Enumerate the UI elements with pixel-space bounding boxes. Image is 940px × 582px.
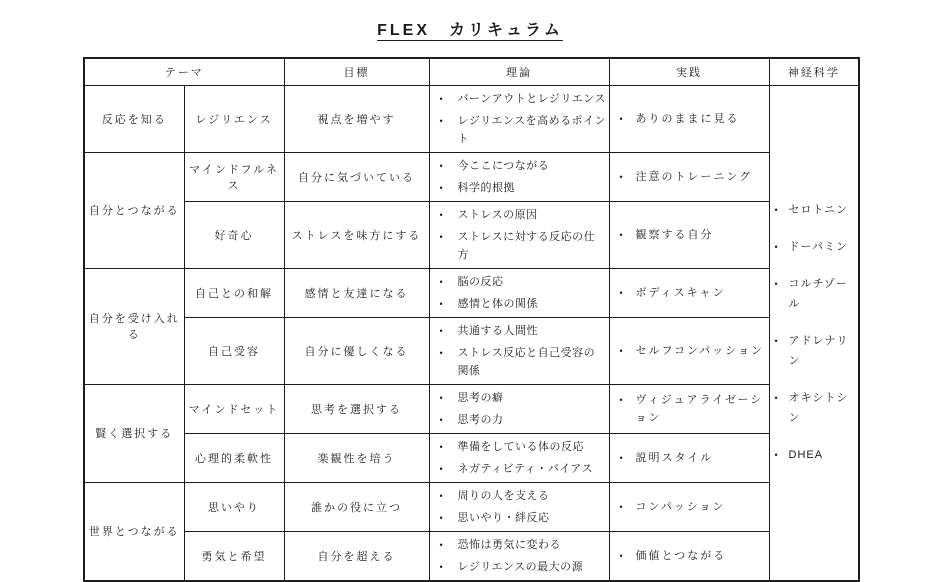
goal-cell: 視点を増やす [284,85,429,152]
bullet-icon: • [439,347,443,358]
theory-item [440,322,607,340]
neuroscience-item [775,237,859,257]
theme-cell: 賢く選択する [84,384,184,482]
neuroscience-item-text: ドーパミン [788,241,848,253]
theory-item [440,228,607,264]
theory-item-text: 準備をしている体の反応 [457,440,584,453]
bullet-icon: • [439,231,443,242]
practice-cell [609,152,769,201]
theory-item-text: レジリエンスの最大の源 [457,560,584,573]
bullet-icon: • [619,452,623,463]
bullet-icon: • [439,160,443,171]
theory-item-text: バーンアウトとレジリエンス [457,92,606,105]
bullet-icon: • [774,336,778,346]
bullet-icon: • [619,550,623,561]
theory-item [440,509,607,527]
topic-cell: 好奇心 [184,201,284,268]
theory-item-text: 脳の反応 [457,275,504,288]
page-title: FLEX カリキュラム [377,22,563,39]
table-row [84,317,859,384]
practice-cell [609,482,769,531]
table-row [84,268,859,317]
theory-cell [429,433,609,482]
bullet-icon: • [439,441,443,452]
neuroscience-cell [769,85,859,581]
bullet-icon: • [774,242,778,252]
theory-cell [429,317,609,384]
practice-cell [609,317,769,384]
theory-cell [429,201,609,268]
theory-cell [429,531,609,581]
practice-cell [609,85,769,152]
bullet-icon: • [774,205,778,215]
bullet-icon: • [619,171,623,182]
practice-item [620,498,769,516]
table-row [84,531,859,581]
practice-cell [609,433,769,482]
theory-cell [429,268,609,317]
bullet-icon: • [619,229,623,240]
topic-cell: 勇気と希望 [184,531,284,581]
practice-item-text: ヴィジュアライゼーション [635,393,764,424]
table-row [84,201,859,268]
table-row [84,384,859,433]
practice-item [620,391,769,427]
theory-item [440,157,607,175]
table-row [84,482,859,531]
header-goal: 目標 [284,58,429,85]
theory-item-text: 思考の力 [457,413,504,426]
bullet-icon: • [774,450,778,460]
bullet-icon: • [439,414,443,425]
theory-item-text: ストレスに対する反応の仕方 [457,230,596,261]
topic-cell: 思いやり [184,482,284,531]
topic-cell: マインドフルネス [184,152,284,201]
header-row [84,58,859,85]
bullet-icon: • [439,93,443,104]
bullet-icon: • [619,345,623,356]
practice-cell [609,268,769,317]
practice-item-text: コンパッション [635,500,726,513]
goal-cell: 感情と友達になる [284,268,429,317]
bullet-icon: • [619,113,623,124]
bullet-icon: • [439,463,443,474]
goal-cell: ストレスを味方にする [284,201,429,268]
topic-cell: 心理的柔軟性 [184,433,284,482]
theme-cell: 世界とつながる [84,482,184,581]
practice-cell [609,384,769,433]
bullet-icon: • [439,182,443,193]
header-practice: 実践 [609,58,769,85]
theory-item [440,411,607,429]
bullet-icon: • [619,287,623,298]
table-row [84,152,859,201]
curriculum-table [83,57,860,582]
bullet-icon: • [439,115,443,126]
theory-cell [429,482,609,531]
theory-item [440,112,607,148]
bullet-icon: • [439,561,443,572]
theory-item [440,389,607,407]
theory-item [440,487,607,505]
theme-cell: 自分を受け入れる [84,268,184,384]
theory-item-text: レジリエンスを高めるポイント [457,114,607,145]
bullet-icon: • [439,392,443,403]
practice-item [620,342,769,360]
goal-cell: 楽観性を培う [284,433,429,482]
goal-cell: 自分に気づいている [284,152,429,201]
theory-item-text: ネガティビティ・バイアス [457,462,593,475]
theory-cell [429,384,609,433]
practice-item-text: ありのままに見る [635,112,740,125]
theory-item-text: 共通する人間性 [457,324,538,337]
header-neuroscience: 神経科学 [769,58,859,85]
theory-item-text: 思いやり・絆反応 [457,511,550,524]
theory-item-text: 周りの人を支える [457,489,550,502]
theory-item [440,273,607,291]
neuroscience-item-text: セロトニン [788,204,849,216]
theory-item-text: ストレスの原因 [457,208,538,221]
practice-item-text: 観察する自分 [635,228,714,241]
theory-cell [429,152,609,201]
practice-item-text: セルフコンパッション [635,344,764,357]
header-theory: 理論 [429,58,609,85]
topic-cell: レジリエンス [184,85,284,152]
goal-cell: 自分に優しくなる [284,317,429,384]
practice-item [620,449,769,467]
goal-cell: 誰かの役に立つ [284,482,429,531]
theory-item [440,344,607,380]
practice-item [620,226,769,244]
theory-item-text: ストレス反応と自己受容の関係 [457,346,596,377]
topic-cell: マインドセット [184,384,284,433]
practice-item-text: 価値とつながる [635,549,727,562]
practice-item [620,110,769,128]
neuroscience-item-text: アドレナリン [788,335,849,367]
table-row [84,85,859,152]
neuroscience-item-text: オキシトシン [788,392,849,424]
bullet-icon: • [774,393,778,403]
practice-item [620,284,769,302]
neuroscience-item [775,200,859,220]
goal-cell: 思考を選択する [284,384,429,433]
practice-item [620,168,769,186]
theory-item-text: 科学的根拠 [457,181,515,194]
theory-item-text: 今ここにつながる [457,159,550,172]
neuroscience-item [775,445,859,465]
neuroscience-item [775,388,859,428]
bullet-icon: • [439,539,443,550]
theme-cell: 自分とつながる [84,152,184,268]
theory-item-text: 思考の癖 [457,391,504,404]
topic-cell: 自己との和解 [184,268,284,317]
practice-cell [609,531,769,581]
theory-item [440,558,607,576]
bullet-icon: • [439,209,443,220]
theory-cell [429,85,609,152]
practice-item-text: ボディスキャン [635,286,726,299]
theory-item [440,179,607,197]
bullet-icon: • [439,325,443,336]
theory-item-text: 感情と体の関係 [457,297,538,310]
topic-cell: 自己受容 [184,317,284,384]
header-theme: テーマ [84,58,284,85]
neuroscience-item [775,274,859,314]
neuroscience-item-text: コルチゾール [788,278,848,310]
theory-item [440,90,607,108]
theory-item [440,460,607,478]
neuroscience-item [775,331,859,371]
bullet-icon: • [439,298,443,309]
practice-item-text: 説明スタイル [635,451,714,464]
bullet-icon: • [619,501,623,512]
theme-cell: 反応を知る [84,85,184,152]
practice-cell [609,201,769,268]
practice-item [620,547,769,565]
neuroscience-item-text: DHEA [788,449,824,461]
theory-item-text: 恐怖は勇気に変わる [457,538,561,551]
theory-item [440,536,607,554]
goal-cell: 自分を超える [284,531,429,581]
bullet-icon: • [439,276,443,287]
table-row [84,433,859,482]
theory-item [440,295,607,313]
practice-item-text: 注意のトレーニング [635,170,753,183]
theory-item [440,206,607,224]
bullet-icon: • [439,490,443,501]
bullet-icon: • [619,394,623,405]
bullet-icon: • [774,279,778,289]
bullet-icon: • [439,512,443,523]
theory-item [440,438,607,456]
